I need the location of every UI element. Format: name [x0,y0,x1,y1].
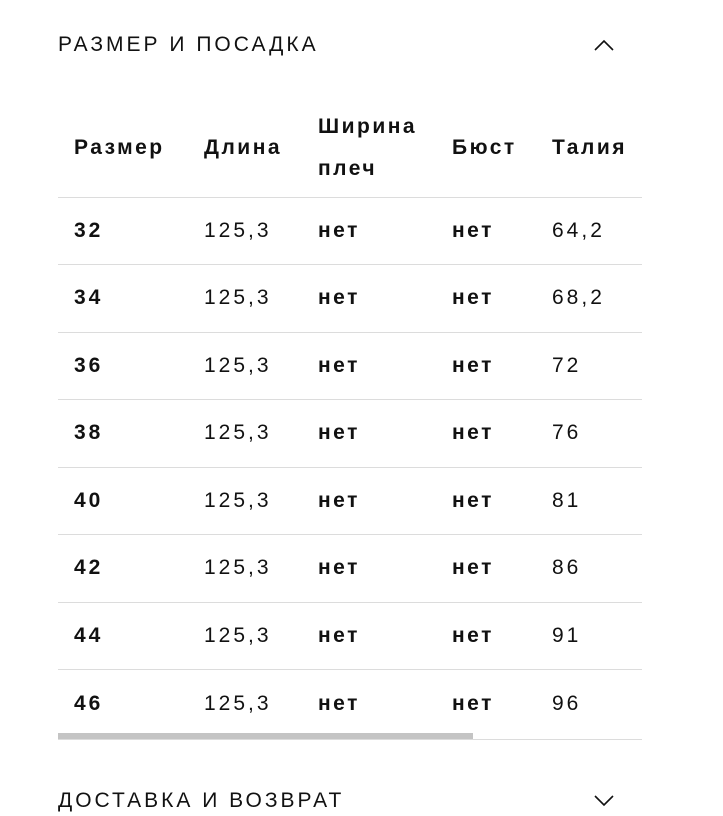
waist-cell: 81 [552,488,582,512]
column-header-length: Длина [204,136,283,160]
waist-cell: 76 [552,421,582,445]
shoulder-width-cell: нет [318,556,360,580]
size-fit-accordion-header[interactable] [58,30,615,60]
column-header-waist: Талия [552,136,627,160]
size-cell: 38 [74,421,104,445]
length-cell: 125,3 [204,218,272,242]
length-cell: 125,3 [204,556,272,580]
size-cell: 34 [74,286,104,310]
waist-cell: 64,2 [552,218,605,242]
size-table-body [58,197,642,737]
length-cell: 125,3 [204,286,272,310]
size-cell: 36 [74,353,104,377]
column-header-size: Размер [74,136,165,160]
size-fit-title: РАЗМЕР И ПОСАДКА [58,33,319,56]
size-cell: 44 [74,623,104,647]
shoulder-width-cell: нет [318,421,360,445]
bust-cell: нет [452,286,494,310]
shoulder-width-cell: нет [318,488,360,512]
column-header-shoulder-width: Ширина плеч [318,115,418,181]
bust-cell: нет [452,623,494,647]
table-row [58,670,642,738]
length-cell: 125,3 [204,623,272,647]
bust-cell: нет [452,218,494,242]
length-cell: 125,3 [204,421,272,445]
waist-cell: 86 [552,556,582,580]
shoulder-width-cell: нет [318,218,360,242]
table-row [58,467,642,535]
bust-cell: нет [452,421,494,445]
bust-cell: нет [452,488,494,512]
table-row [58,197,642,265]
size-table-scroll-area[interactable] [58,100,642,740]
size-cell: 32 [74,218,104,242]
shoulder-width-cell: нет [318,353,360,377]
size-cell: 40 [74,488,104,512]
bust-cell: нет [452,691,494,715]
table-row [58,602,642,670]
shoulder-width-cell: нет [318,623,360,647]
bust-cell: нет [452,556,494,580]
length-cell: 125,3 [204,353,272,377]
waist-cell: 72 [552,353,582,377]
table-row [58,265,642,333]
shoulder-width-cell: нет [318,691,360,715]
chevron-down-icon[interactable] [593,790,615,812]
table-row [58,332,642,400]
size-cell: 46 [74,691,104,715]
chevron-up-icon[interactable] [593,34,615,56]
delivery-accordion-header[interactable] [58,786,615,816]
shoulder-width-cell: нет [318,286,360,310]
size-table [58,100,642,737]
delivery-title: ДОСТАВКА И ВОЗВРАТ [58,789,345,812]
waist-cell: 68,2 [552,286,605,310]
table-row [58,535,642,603]
bust-cell: нет [452,353,494,377]
waist-cell: 96 [552,691,582,715]
length-cell: 125,3 [204,488,272,512]
column-header-bust: Бюст [452,136,517,160]
table-row [58,400,642,468]
size-cell: 42 [74,556,104,580]
waist-cell: 91 [552,623,582,647]
divider [58,739,642,740]
length-cell: 125,3 [204,691,272,715]
size-table-header-row [58,100,642,197]
